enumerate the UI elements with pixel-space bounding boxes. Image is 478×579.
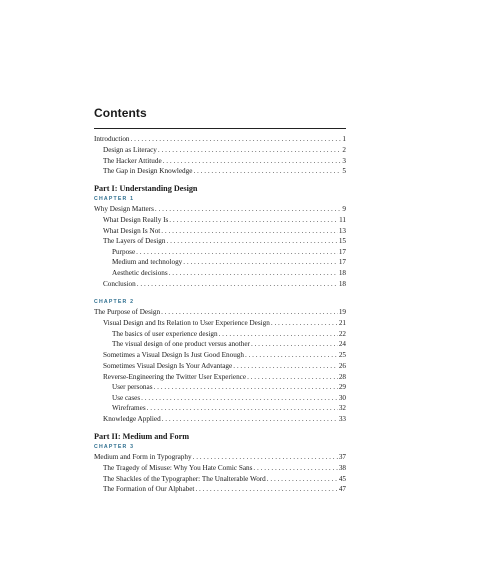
toc-entry[interactable] bbox=[94, 318, 346, 329]
toc-entry[interactable] bbox=[94, 414, 346, 425]
toc-entry-title: Knowledge Applied bbox=[103, 415, 161, 423]
toc-entry[interactable] bbox=[94, 484, 346, 495]
toc-entry-title: Introduction bbox=[94, 135, 130, 143]
toc-entry-page: 3 bbox=[342, 157, 346, 165]
toc-entry-title: The Gap in Design Knowledge bbox=[103, 167, 193, 175]
toc-entry-title: The Formation of Our Alphabet bbox=[103, 485, 195, 493]
toc-entry[interactable] bbox=[94, 452, 346, 463]
toc-entry[interactable] bbox=[94, 134, 346, 145]
toc-entry[interactable] bbox=[94, 403, 346, 414]
toc-entry[interactable] bbox=[94, 279, 346, 290]
toc-entry-title: Aesthetic decisions bbox=[112, 269, 168, 277]
toc-entry-title: Conclusion bbox=[103, 280, 136, 288]
toc-entry-page: 2 bbox=[342, 146, 346, 154]
contents-heading: Contents bbox=[94, 106, 147, 120]
toc-entry-title: Reverse-Engineering the Twitter User Experience bbox=[103, 373, 247, 381]
toc-entry-page: 45 bbox=[338, 475, 346, 483]
toc-entry-page: 17 bbox=[338, 258, 346, 266]
toc-entry[interactable] bbox=[94, 257, 346, 268]
chapter-label: CHAPTER 1 bbox=[94, 196, 135, 202]
toc-entry[interactable] bbox=[94, 268, 346, 279]
toc-entry-page: 28 bbox=[338, 373, 346, 381]
toc-entry-title: What Design Is Not bbox=[103, 227, 161, 235]
toc-entry-page: 18 bbox=[338, 269, 346, 277]
toc-entry-page: 33 bbox=[338, 415, 346, 423]
toc-entry-page: 13 bbox=[338, 227, 346, 235]
toc-entry-title: The Purpose of Design bbox=[94, 308, 161, 316]
toc-entry-page: 32 bbox=[338, 404, 346, 412]
toc-entry[interactable] bbox=[94, 145, 346, 156]
heading-rule bbox=[94, 128, 346, 129]
toc-entry-title: Medium and Form in Typography bbox=[94, 453, 192, 461]
toc-entry[interactable] bbox=[94, 463, 346, 474]
toc-entry-title: User personas bbox=[112, 383, 153, 391]
toc-entry-title: What Design Really Is bbox=[103, 216, 169, 224]
toc-entry-title: Wireframes bbox=[112, 404, 146, 412]
toc-entry-title: Medium and technology bbox=[112, 258, 183, 266]
toc-entry-page: 38 bbox=[338, 464, 346, 472]
toc-entry-page: 47 bbox=[338, 485, 346, 493]
toc-entry[interactable] bbox=[94, 204, 346, 215]
toc-entry-page: 15 bbox=[338, 237, 346, 245]
toc-entry-title: Purpose bbox=[112, 248, 136, 256]
chapter-label: CHAPTER 3 bbox=[94, 444, 135, 450]
chapter-label: CHAPTER 2 bbox=[94, 299, 135, 305]
toc-entry-title: The Shackles of the Typographer: The Unalterable Word bbox=[103, 475, 266, 483]
toc-entry-page: 21 bbox=[338, 319, 346, 327]
toc-entry-title: The visual design of one product versus another bbox=[112, 340, 250, 348]
toc-entry-page: 5 bbox=[342, 167, 346, 175]
toc-entry[interactable] bbox=[94, 361, 346, 372]
toc-entry-title: The Hacker Attitude bbox=[103, 157, 162, 165]
toc-entry[interactable] bbox=[94, 215, 346, 226]
toc-entry[interactable] bbox=[94, 236, 346, 247]
toc-entry-title: Visual Design and Its Relation to User Experience Design bbox=[103, 319, 270, 327]
toc-entry-title: Why Design Matters bbox=[94, 205, 154, 213]
toc-entry[interactable] bbox=[94, 350, 346, 361]
toc-entry-page: 18 bbox=[338, 280, 346, 288]
toc-entry-title: Design as Literacy bbox=[103, 146, 157, 154]
part-heading: Part II: Medium and Form bbox=[94, 432, 190, 441]
toc-entry[interactable] bbox=[94, 166, 346, 177]
toc-entry-title: Sometimes Visual Design Is Your Advantage bbox=[103, 362, 233, 370]
toc-entry-page: 37 bbox=[338, 453, 346, 461]
toc-entry-page: 26 bbox=[338, 362, 346, 370]
toc-entry-page: 22 bbox=[338, 330, 346, 338]
toc-entry-page: 25 bbox=[338, 351, 346, 359]
toc-entry-title: The Tragedy of Misuse: Why You Hate Comic Sans bbox=[103, 464, 253, 472]
toc-entry-page: 17 bbox=[338, 248, 346, 256]
toc-entry-title: The Layers of Design bbox=[103, 237, 166, 245]
toc-entry-page: 30 bbox=[338, 394, 346, 402]
toc-entry-title: Use cases bbox=[112, 394, 141, 402]
toc-entry-title: Sometimes a Visual Design Is Just Good Enough bbox=[103, 351, 244, 359]
part-heading: Part I: Understanding Design bbox=[94, 184, 198, 193]
toc-entry[interactable] bbox=[94, 307, 346, 318]
toc-entry-page: 19 bbox=[338, 308, 346, 316]
toc-entry[interactable] bbox=[94, 339, 346, 350]
toc-entry-page: 11 bbox=[339, 216, 346, 224]
toc-entry-title: The basics of user experience design bbox=[112, 330, 218, 338]
toc-entry-page: 24 bbox=[338, 340, 346, 348]
toc-entry-page: 9 bbox=[342, 205, 346, 213]
toc-entry-page: 29 bbox=[338, 383, 346, 391]
toc-entry[interactable] bbox=[94, 382, 346, 393]
toc-entry-page: 1 bbox=[342, 135, 346, 143]
